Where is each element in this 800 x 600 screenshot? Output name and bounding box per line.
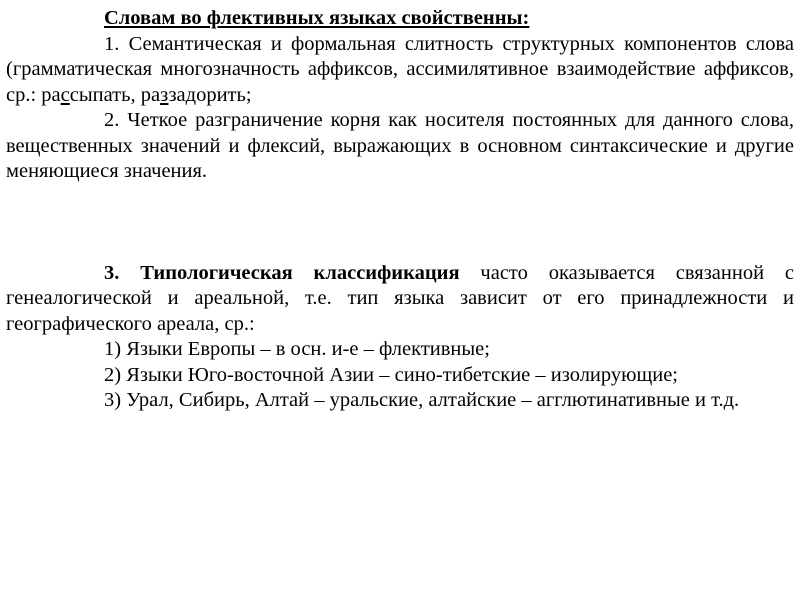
section-heading [6,6,794,32]
item-1-underlined-s: с [60,83,70,106]
paragraph-classification [6,261,794,338]
paragraph-item-1 [6,32,794,109]
example-item-1: 1) Языки Европы – в осн. и-е – флективные; [104,338,490,360]
heading-text: Словам во флективных языках свойственны: [104,7,530,29]
example-item-3: 3) Урал, Сибирь, Алтай – уральские, алтайские – агглютинативные и т.д. [104,389,740,411]
section-spacer [6,185,794,261]
item-1-text-start: 1. Семантическая и формальная слитность структурных компонентов слова (грамматическая многозначность аффиксов, ассимилятивное взаимодействие аффиксов, ср.: ра [6,32,794,106]
example-item-2: 2) Языки Юго-восточной Азии – сино-тибетские – изолирующие; [104,363,678,386]
item-1-underlined-z: з [160,83,169,106]
classification-term: 3. Типологическая классификация [104,261,460,284]
paragraph-item-2: 2. Четкое разграничение корня как носителя постоянных для данного слова, вещественных значений и флексий, выражающих в основном синтаксические и другие меняющиеся значения. [6,109,794,182]
item-1-text-middle: сыпать, ра [69,83,161,106]
item-1-text-end: задорить; [168,83,252,106]
classification-text: часто оказывается связанной с генеалогической и ареальной, т.е. тип языка зависит от его принадлежности и географического ареала, ср.: [6,261,794,335]
